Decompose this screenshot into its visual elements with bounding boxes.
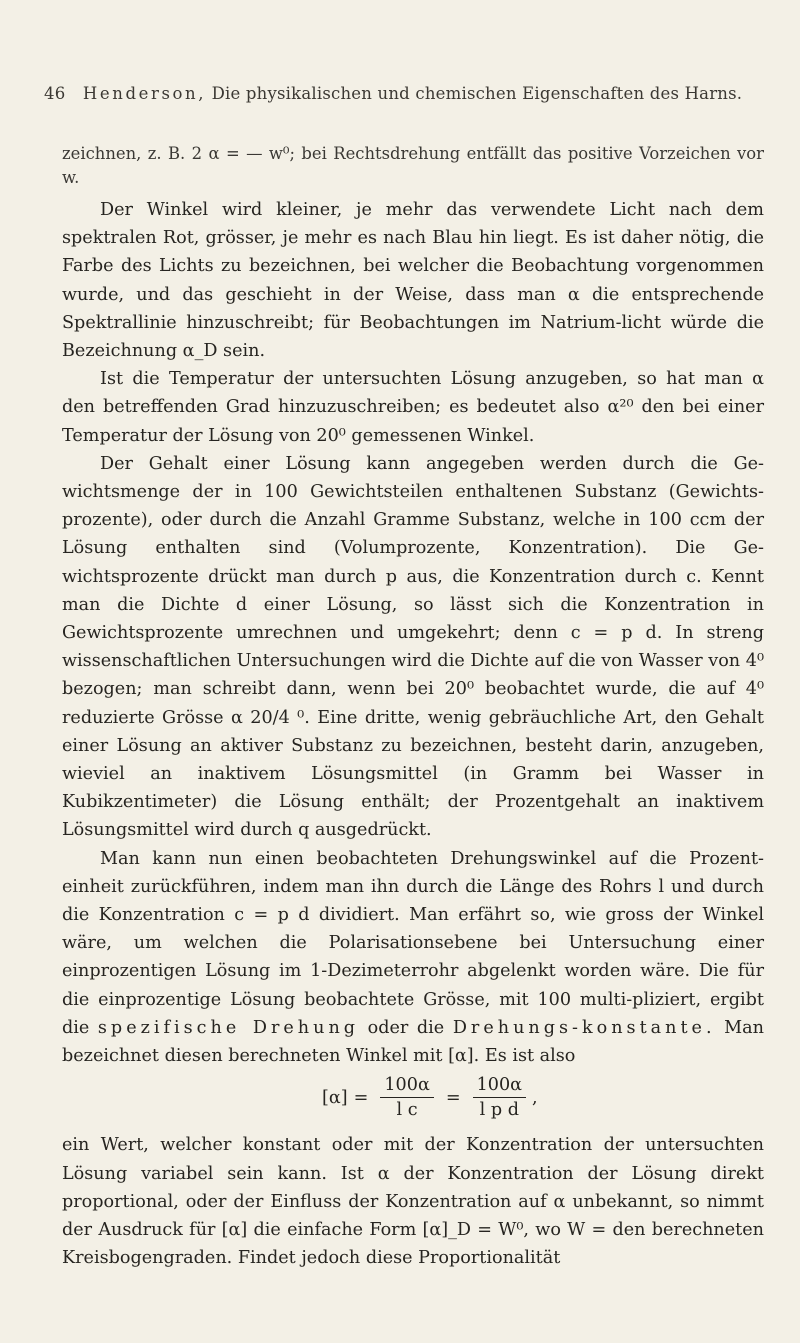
paragraph-5 [62,845,764,1071]
term-drehungskonstante: Drehungs-konstante. [452,1017,716,1038]
term-spezifische-drehung: spezifische Drehung [97,1017,360,1038]
formula-fraction-2 [473,1074,526,1121]
running-header [44,84,764,103]
paragraph-5-text-b: oder die [367,1017,445,1038]
header-title: Die physikalischen und chemischen Eigenschaften des Harns. [211,84,743,103]
fraction-2-numerator: 100α [473,1074,526,1098]
paragraph-1: zeichnen, z. B. 2 α = — w⁰; bei Rechtsdrehung entfällt das positive Vorzeichen vor w. [62,144,764,187]
paragraph-5-text-a: Man kann nun einen beobachteten Drehungswinkel auf die Prozent-einheit zurückführen, indem man ihn durch die Länge des Rohrs l und durch die Konzentration c = p d dividiert. Man erfährt so, wie gross der Winkel wäre, um welchen die Polarisationsebene bei Untersuchung einer einprozentigen Lösung im 1-Dezimeterrohr abgelenkt worden wäre. Die für die einprozentige Lösung beobachtete Grösse, mit 100 multi-pliziert, ergibt die [62,848,764,1038]
paragraph-3: Ist die Temperatur der untersuchten Lösung anzugeben, so hat man α den betreffenden Grad hinzuzuschreiben; es bedeutet also α²⁰ den bei einer Temperatur der Lösung von 20⁰ gemessenen Winkel. [62,369,764,446]
formula-trailing-comma: , [532,1087,538,1108]
formula-fraction-1 [380,1074,433,1121]
paragraph-2: Der Winkel wird kleiner, je mehr das verwendete Licht nach dem spektralen Rot, grösser, je mehr es nach Blau hin liegt. Es ist daher nötig, die Farbe des Lichts zu bezeichnen, bei welcher die Beobachtung vorgenommen wurde, und das geschieht in der Weise, dass man α die entsprechende Spektrallinie hinzuschreibt; für Beobachtungen im Natrium-licht würde die Bezeichnung α_D sein. [62,200,764,362]
fraction-2-denominator: l p d [479,1100,519,1121]
formula-equals-1: = [353,1087,369,1108]
paragraph-5-text-c: Man bezeichnet diesen berechneten Winkel mit [α]. Es ist also [62,1017,764,1067]
formula-lhs: [α] [322,1087,348,1108]
header-author: Henderson, [82,84,207,103]
fraction-1-numerator: 100α [380,1074,433,1098]
main-text [62,142,764,1272]
paragraph-6: ein Wert, welcher konstant oder mit der Konzentration der untersuchten Lösung variabel sein kann. Ist α der Konzentration der Lösung direkt proportional, oder der Einfluss der Konzentration auf α unbekannt, so nimmt der Ausdruck für [α] die einfache Form [α]_D = W⁰, wo W = den berechneten Kreisbogengraden. Findet jedoch diese Proportionalität [62,1135,764,1269]
paragraph-4: Der Gehalt einer Lösung kann angegeben werden durch die Ge-wichtsmenge der in 100 Gewichtsteilen enthaltenen Substanz (Gewichts-prozente), oder durch die Anzahl Gramme Substanz, welche in 100 ccm der Lösung enthalten sind (Volumprozente, Konzentration). Die Ge-wichtsprozente drückt man durch p aus, die Konzentration durch c. Kennt man die Dichte d einer Lösung, so lässt sich die Konzentration in Gewichtsprozente umrechnen und umgekehrt; denn c = p d. In streng wissenschaftlichen Untersuchungen wird die Dichte auf die von Wasser von 4⁰ bezogen; man schreibt dann, wenn bei 20⁰ beobachtet wurde, die auf 4⁰ reduzierte Grösse α 20/4 ⁰. Eine dritte, wenig gebräuchliche Art, den Gehalt einer Lösung an aktiver Substanz zu bezeichnen, besteht darin, anzugeben, wieviel an inaktivem Lösungsmittel (in Gramm bei Wasser in Kubikzentimeter) die Lösung enthält; der Prozentgehalt an inaktivem Lösungsmittel wird durch q ausgedrückt. [62,453,764,841]
formula-specific-rotation [62,1074,764,1121]
page-number: 46 [44,84,66,103]
fraction-1-denominator: l c [396,1100,418,1121]
formula-equals-2: = [445,1087,461,1108]
